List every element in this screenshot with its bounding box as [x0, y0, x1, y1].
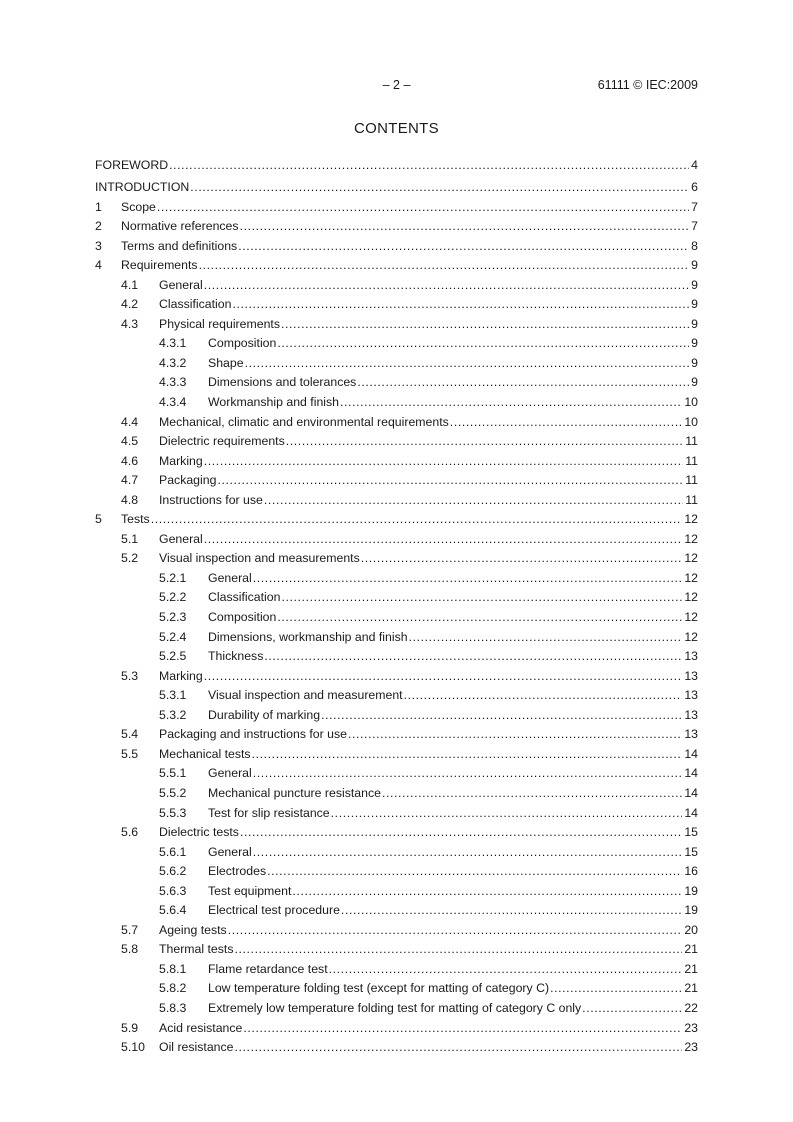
toc-entry[interactable] [95, 898, 698, 918]
toc-entry-number: 5.5.1 [159, 766, 187, 781]
toc-entry[interactable] [95, 233, 698, 253]
toc-entry-label: General [208, 570, 252, 585]
dot-leader [217, 473, 683, 487]
toc-entry[interactable] [95, 722, 698, 742]
toc-entry-page: 21 [684, 942, 698, 957]
toc-entry-number: 5.8.1 [159, 961, 187, 976]
toc-entry-label: Scope [121, 199, 156, 214]
toc-entry-label: Low temperature folding test (except for matting of category C) [208, 981, 550, 996]
toc-entry-page: 19 [684, 903, 698, 918]
toc-entry[interactable] [95, 683, 698, 703]
toc-entry[interactable] [95, 800, 698, 820]
dot-leader [252, 747, 683, 761]
dot-leader [204, 532, 683, 546]
toc-entry-number: 5.6.4 [159, 903, 187, 918]
dot-leader [267, 864, 682, 878]
toc-entry-number: 5.6.2 [159, 864, 187, 879]
toc-entry-number: 5.2.3 [159, 610, 187, 625]
dot-leader [550, 981, 682, 995]
toc-entry[interactable] [95, 585, 698, 605]
toc-entry-label: Requirements [121, 258, 198, 273]
toc-entry[interactable] [95, 741, 698, 761]
dot-leader [409, 630, 683, 644]
toc-entry[interactable] [95, 761, 698, 781]
toc-entry-label: FOREWORD [95, 158, 169, 172]
toc-entry-label: Visual inspection and measurements [159, 551, 360, 566]
toc-entry-page: 12 [684, 551, 698, 566]
dot-leader [157, 200, 689, 214]
toc-entry-page: 7 [691, 219, 698, 234]
dot-leader [204, 454, 683, 468]
dot-leader [253, 571, 683, 585]
toc-entry-label: Workmanship and finish [208, 395, 340, 410]
dot-leader [240, 219, 690, 233]
toc-entry-page: 11 [685, 434, 698, 449]
dot-leader [232, 297, 689, 311]
toc-entry[interactable] [95, 702, 698, 722]
dot-leader [341, 903, 682, 917]
toc-entry-number: 5.5.3 [159, 805, 187, 820]
toc-entry-page: 7 [691, 199, 698, 214]
toc-entry[interactable] [95, 350, 698, 370]
dot-leader [234, 942, 682, 956]
toc-entry-label: Marking [159, 668, 203, 683]
toc-entry[interactable] [95, 311, 698, 331]
toc-entry-number: 4.3.4 [159, 395, 187, 410]
toc-entry-number: 5.2.2 [159, 590, 187, 605]
dot-leader [277, 336, 689, 350]
toc-entry-number: 5.6.1 [159, 844, 187, 859]
dot-leader [190, 180, 689, 194]
toc-entry[interactable] [95, 839, 698, 859]
toc-entry-number: 5.6 [121, 825, 139, 840]
toc-entry-page: 13 [684, 649, 698, 664]
toc-entry-page: 21 [684, 981, 698, 996]
toc-entry-label: Dimensions and tolerances [208, 375, 357, 390]
toc-entry-number: 4 [95, 258, 102, 273]
toc-entry-number: 4.2 [121, 297, 139, 312]
dot-leader [169, 158, 689, 172]
toc-entry-page: 6 [691, 180, 698, 194]
toc-entry-label: Packaging and instructions for use [159, 727, 347, 742]
dot-leader [245, 356, 690, 370]
toc-entry[interactable] [95, 917, 698, 937]
toc-entry-number: 5.8.3 [159, 1000, 187, 1015]
table-of-contents [95, 150, 698, 1054]
toc-entry-label: Composition [208, 336, 277, 351]
toc-entry-label: Acid resistance [159, 1020, 243, 1035]
dot-leader [264, 649, 682, 663]
toc-entry-number: 5.7 [121, 922, 139, 937]
toc-entry-page: 9 [691, 336, 698, 351]
toc-entry-page: 9 [691, 277, 698, 292]
toc-entry[interactable] [95, 409, 698, 429]
dot-leader [253, 845, 683, 859]
toc-entry-page: 9 [691, 355, 698, 370]
toc-entry[interactable] [95, 976, 698, 996]
toc-entry-number: 5.3 [121, 668, 139, 683]
toc-entry-label: Visual inspection and measurement [208, 688, 403, 703]
toc-entry[interactable] [95, 604, 698, 624]
toc-entry-page: 10 [684, 395, 698, 410]
toc-entry-page: 14 [684, 746, 698, 761]
toc-entry[interactable] [95, 150, 698, 172]
toc-entry[interactable] [95, 172, 698, 194]
toc-entry[interactable] [95, 487, 698, 507]
toc-entry-label: General [208, 844, 252, 859]
toc-entry-page: 21 [684, 961, 698, 976]
toc-entry[interactable] [95, 389, 698, 409]
toc-entry-page: 16 [684, 864, 698, 879]
toc-entry-number: 5.4 [121, 727, 139, 742]
dot-leader [277, 610, 682, 624]
toc-entry-number: 4.3.3 [159, 375, 187, 390]
dot-leader [292, 884, 682, 898]
standard-reference: 61111 © IEC:2009 [597, 78, 698, 92]
dot-leader [340, 395, 682, 409]
toc-entry-label: General [208, 766, 252, 781]
dot-leader [382, 786, 682, 800]
toc-entry-number: 5 [95, 512, 102, 527]
toc-entry-label: Extremely low temperature folding test for matting of category C only [208, 1000, 582, 1015]
toc-entry-label: Dielectric tests [159, 825, 239, 840]
toc-entry[interactable] [95, 370, 698, 390]
toc-entry-page: 9 [691, 297, 698, 312]
toc-entry-page: 23 [684, 1040, 698, 1055]
toc-entry-page: 4 [691, 158, 698, 172]
toc-entry-label: Physical requirements [159, 316, 280, 331]
toc-entry-number: 4.3.1 [159, 336, 187, 351]
toc-entry[interactable] [95, 292, 698, 312]
toc-entry[interactable] [95, 663, 698, 683]
dot-leader [253, 766, 683, 780]
toc-entry-page: 22 [684, 1000, 698, 1015]
toc-entry-number: 5.9 [121, 1020, 139, 1035]
toc-entry[interactable] [95, 214, 698, 234]
toc-entry-number: 4.6 [121, 453, 139, 468]
toc-entry-label: INTRODUCTION [95, 180, 190, 194]
toc-entry[interactable] [95, 644, 698, 664]
toc-entry-number: 4.5 [121, 434, 139, 449]
toc-entry-page: 15 [684, 825, 698, 840]
dot-leader [243, 1021, 682, 1035]
toc-entry-page: 9 [691, 316, 698, 331]
toc-entry-label: Terms and definitions [121, 238, 238, 253]
toc-entry-number: 4.7 [121, 473, 139, 488]
toc-entry[interactable] [95, 507, 698, 527]
dot-leader [281, 590, 682, 604]
toc-entry-number: 5.2.5 [159, 649, 187, 664]
dot-leader [450, 415, 683, 429]
toc-entry-page: 15 [684, 844, 698, 859]
toc-entry-page: 12 [684, 610, 698, 625]
toc-entry-label: Mechanical, climatic and environmental requirements [159, 414, 449, 429]
toc-entry-number: 5.2.1 [159, 570, 187, 585]
toc-entry[interactable] [95, 820, 698, 840]
dot-leader [199, 258, 690, 272]
toc-entry-page: 19 [684, 883, 698, 898]
page-title: CONTENTS [354, 120, 439, 137]
toc-entry-page: 11 [685, 453, 698, 468]
toc-entry[interactable] [95, 468, 698, 488]
toc-entry-label: Mechanical puncture resistance [208, 785, 381, 800]
dot-leader [329, 962, 683, 976]
toc-entry-label: Flame retardance test [208, 961, 328, 976]
toc-entry-number: 4.1 [121, 277, 139, 292]
toc-entry-label: Classification [159, 297, 232, 312]
dot-leader [204, 669, 683, 683]
toc-entry-number: 5.1 [121, 531, 139, 546]
toc-entry[interactable] [95, 429, 698, 449]
toc-entry-label: Dimensions, workmanship and finish [208, 629, 408, 644]
toc-entry-number: 5.3.1 [159, 688, 187, 703]
toc-entry-label: Normative references [121, 219, 239, 234]
page-number: – 2 – [382, 78, 411, 92]
toc-entry-number: 3 [95, 238, 102, 253]
toc-entry-label: Mechanical tests [159, 746, 251, 761]
toc-entry[interactable] [95, 624, 698, 644]
toc-entry-number: 4.8 [121, 492, 139, 507]
toc-entry-label: Electrical test procedure [208, 903, 340, 918]
toc-entry-label: Thermal tests [159, 942, 234, 957]
toc-entry-number: 5.2 [121, 551, 139, 566]
toc-entry-label: Electrodes [208, 864, 267, 879]
toc-entry-page: 13 [684, 727, 698, 742]
toc-entry-label: Instructions for use [159, 492, 263, 507]
dot-leader [286, 434, 683, 448]
toc-entry-label: Tests [121, 512, 150, 527]
dot-leader [238, 239, 689, 253]
toc-entry-page: 13 [684, 688, 698, 703]
toc-entry-number: 5.10 [121, 1040, 145, 1055]
toc-entry-page: 14 [684, 785, 698, 800]
toc-entry-label: General [159, 277, 203, 292]
toc-entry[interactable] [95, 1015, 698, 1035]
dot-leader [264, 493, 683, 507]
dot-leader [204, 278, 689, 292]
toc-entry-label: Packaging [159, 473, 217, 488]
toc-entry-page: 20 [684, 922, 698, 937]
toc-entry-label: Composition [208, 610, 277, 625]
toc-entry-number: 4.3 [121, 316, 139, 331]
toc-entry[interactable] [95, 956, 698, 976]
toc-entry-label: Test for slip resistance [208, 805, 330, 820]
dot-leader [357, 375, 689, 389]
toc-entry-page: 12 [684, 531, 698, 546]
dot-leader [582, 1001, 682, 1015]
toc-entry-label: Thickness [208, 649, 264, 664]
toc-entry-page: 12 [684, 629, 698, 644]
toc-entry[interactable] [95, 780, 698, 800]
toc-entry[interactable] [95, 448, 698, 468]
toc-entry-page: 12 [684, 590, 698, 605]
toc-entry-label: Test equipment [208, 883, 292, 898]
dot-leader [321, 708, 682, 722]
toc-entry[interactable] [95, 194, 698, 214]
toc-entry-page: 23 [684, 1020, 698, 1035]
toc-entry[interactable] [95, 331, 698, 351]
toc-entry[interactable] [95, 253, 698, 273]
dot-leader [235, 1040, 683, 1054]
toc-entry-label: Classification [208, 590, 281, 605]
toc-entry-number: 5.5.2 [159, 785, 187, 800]
toc-entry-number: 4.4 [121, 414, 139, 429]
toc-entry-number: 1 [95, 199, 102, 214]
toc-entry-label: Oil resistance [159, 1040, 234, 1055]
dot-leader [348, 727, 682, 741]
toc-entry-page: 11 [685, 492, 698, 507]
toc-entry[interactable] [95, 565, 698, 585]
toc-entry-label: Dielectric requirements [159, 434, 285, 449]
toc-entry[interactable] [95, 546, 698, 566]
toc-entry[interactable] [95, 995, 698, 1015]
toc-entry-page: 13 [684, 668, 698, 683]
dot-leader [361, 551, 683, 565]
dot-leader [228, 923, 683, 937]
toc-entry-page: 11 [685, 473, 698, 488]
toc-entry[interactable] [95, 272, 698, 292]
toc-entry-label: Marking [159, 453, 203, 468]
toc-entry-label: General [159, 531, 203, 546]
toc-entry-label: Durability of marking [208, 707, 321, 722]
toc-entry-number: 4.3.2 [159, 355, 187, 370]
toc-entry-page: 12 [684, 512, 698, 527]
toc-entry-page: 13 [684, 707, 698, 722]
toc-entry-page: 8 [691, 238, 698, 253]
toc-entry-number: 2 [95, 219, 102, 234]
toc-entry-number: 5.5 [121, 746, 139, 761]
toc-entry[interactable] [95, 1035, 698, 1055]
toc-entry[interactable] [95, 859, 698, 879]
toc-entry-number: 5.6.3 [159, 883, 187, 898]
dot-leader [404, 688, 683, 702]
dot-leader [331, 806, 683, 820]
dot-leader [151, 512, 683, 526]
toc-entry[interactable] [95, 937, 698, 957]
toc-entry-number: 5.8.2 [159, 981, 187, 996]
toc-entry-number: 5.8 [121, 942, 139, 957]
toc-entry-page: 9 [691, 375, 698, 390]
dot-leader [240, 825, 682, 839]
dot-leader [281, 317, 689, 331]
toc-entry-page: 14 [684, 766, 698, 781]
toc-entry-page: 9 [691, 258, 698, 273]
toc-entry-number: 5.2.4 [159, 629, 187, 644]
toc-entry-page: 10 [684, 414, 698, 429]
toc-entry[interactable] [95, 526, 698, 546]
toc-entry-page: 12 [684, 570, 698, 585]
toc-entry-page: 14 [684, 805, 698, 820]
toc-entry[interactable] [95, 878, 698, 898]
toc-entry-label: Shape [208, 355, 244, 370]
toc-entry-number: 5.3.2 [159, 707, 187, 722]
toc-entry-label: Ageing tests [159, 922, 227, 937]
